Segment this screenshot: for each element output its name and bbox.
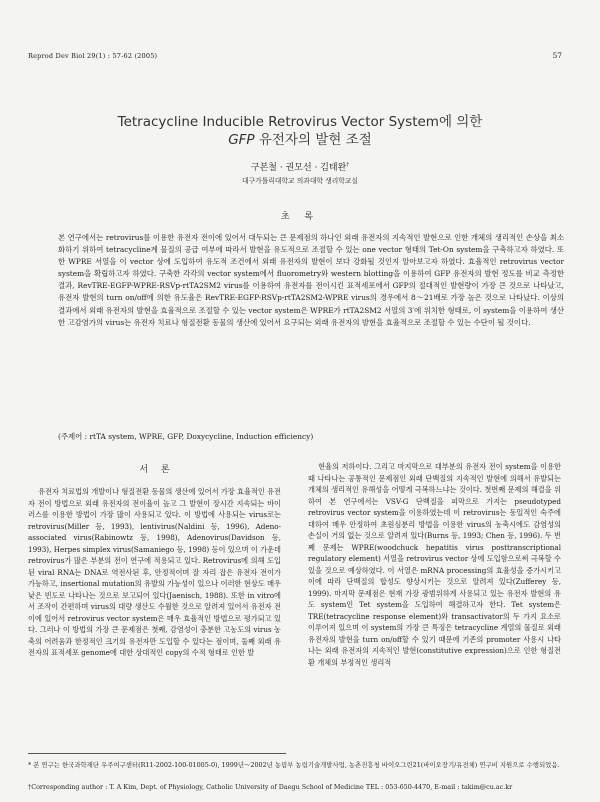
authors: [0, 160, 600, 173]
funding-footnote: * 본 연구는 한국과학재단 우주여구센터(R11-2002-100-01005-0), 1999년～2002년 농림부 농림기술개발사업, 농촌진흥청 바이오그린21(바이오장기/유전체) 연구비 지원으로 수행되었음.: [28, 761, 560, 769]
footnote-divider: [28, 753, 286, 754]
title-gfp: GFP: [228, 132, 255, 148]
page-number: 57: [552, 51, 562, 60]
corresponding-mark: †: [346, 162, 350, 168]
title-line-2: [0, 128, 600, 148]
introduction-left-column: [28, 486, 281, 748]
journal-header: Reprod Dev Biol 29(1) : 57-62 (2005): [28, 52, 158, 60]
keywords: (주제어 : rtTA system, WPRE, GFP, Doxycycline, Induction efficiency): [58, 432, 314, 441]
title-line-1: Tetracycline Inducible Retrovirus Vector System에 의한: [117, 114, 483, 130]
author-names: 구본철 · 권모선 · 김태완: [250, 163, 347, 173]
introduction-right-column: [308, 461, 561, 748]
intro-left-paragraph: 유전자 치료법의 개발이나 형질전환 동물의 생산에 있어서 가장 효율적인 유전자 전이 방법으로 외래 유전자의 전이율이 높고 그 발현이 장시간 지속되는 바이러스를 이용한 방법이 가장 많이 사용되고 있다. 이 방법에 사용되는 virus로는 retrovirus(Miller 등, 1993), lentivirus(Naldini 등, 1996), Adeno-associated virus(Rabinowtz 등, 1998), Adenovirus(Davidson 등, 1993), Herpes simplex virus(Samaniego 등, 1998) 등이 있으며 이 가운데 retrovirus가 많은 부분의 전이 연구에 적용되고 있다. Retrovirus에 의해 도입된 viral RNA는 DNA로 역전사된 후, 안정적이며 잘 자리 잡은 유전자 전이가 가능하고, insertional mutation의 유발의 가능성이 있으나 이러한 현상도 매우 낮은 빈도로 나타나는 것으로 보고되어 있다(Jaenisch, 1988). 또한 in vitro에서 조작이 간편하며 virus의 대량 생산도 수월한 것으로 알려져 있어서 유전자 전이에 있어서 retrovirus vector system은 매우 효율적인 방법으로 평가되고 있다. 그러나 이 방법의 가장 큰 문제점은 첫째, 감염성이 충분한 고농도의 virus 농축의 어려움과 한정적인 크기의 유전자만 도입할 수 있다는 점이며, 둘째 외래 유전자의 표적세포 genome에 대한 상대적인 copy의 수적 형태로 인한 발: [28, 487, 281, 657]
corresponding-author-footnote: †Corresponding author : T. A Kim, Dept. of Physiology, Catholic University of Daegu School of Medicine TEL : 053-650-4470, E-mail : takim@cu.ac.kr: [28, 783, 513, 791]
affiliation: 대구가톨릭대학교 의과대학 생리학교실: [242, 177, 358, 185]
abstract-heading: 초 록: [280, 212, 320, 222]
introduction-heading: 서 론: [139, 465, 175, 475]
title-rest: 유전자의 발현 조절: [254, 132, 372, 148]
abstract-text: 본 연구에서는 retrovirus를 이용한 유전자 전이에 있어서 대두되는 큰 문제점의 하나인 외래 유전자의 지속적인 발현으로 인한 개체의 생리적인 손상을 최소화하기 위하여 tetracycline계 물질의 공급 여부에 따라서 발현을 유도적으로 조절할 수 있는 one vector 형태의 Tet-On system을 구축하고자 하였다. 또한 WPRE 서열을 이 vector 상에 도입하여 유도적 조건에서 외래 유전자의 발현이 보다 강화될 것인지 알아보고자 하였다. 효율적인 retrovirus vector system을 확립하고자 하였다. 구축한 각각의 vector system에서 fluorometry와 western blotting을 이용하여 GFP 유전자의 발현 정도를 비교 측정한 결과, RevTRE-EGFP-WPRE-RSVp-rtTA2SM2 virus를 이용하여 유전자를 전이시킨 표적세포에서 GFP의 절대적인 발현량이 가장 큰 것으로 나타났고, 유전자 발현의 turn on/off에 의한 유도율은 RevTRE-EGFP-RSVp-rtTA2SM2-WPRE virus의 경우에서 8～21배로 가장 높은 것으로 나타났다. 이상의 결과에서 외래 유전자의 발현을 효율적으로 조절할 수 있는 vector system은 WPRE가 rtTA2SM2 서열의 3′에 위치한 형태로, 이 system을 이용하여 생산한 고감염가의 virus는 유전자 치료나 형질전환 동물의 생산에 있어서 요구되는 외래 유전자의 발현을 효율적으로 조절할 수 있는 수단이 될 것이다.: [58, 233, 564, 327]
intro-right-paragraph: 현율의 저하이다. 그리고 마지막으로 대부분의 유전자 전이 system을 이용한 때 나타나는 공통적인 문제점인 외래 단백질의 지속적인 발현에 의해서 유발되는 개체의 생리적인 유해성을 어떻게 극복하느냐는 것이다. 첫번째 문제의 해결을 위하여 본 연구에서는 VSV-G 단백질을 피막으로 가지는 pseudotyped retrovirus vector system을 이용하였는데 이 retrovirus는 동일적인 숙주에 대하여 매우 안정하여 초원심분리 방법을 이용한 virus의 농축시에도 감염성의 손실이 거의 없는 것으로 알려져 있다(Burns 등, 1993; Chen 등, 1996). 두 번째 문제는 WPRE(woodchuck hepatitis virus posttranscriptional regulatory element) 서열을 retrovirus vector 상에 도입함으로써 극복할 수 있을 것으로 예상하였다. 이 서열은 mRNA processing의 효율성을 증가시키고 이에 따라 단백질의 합성도 향상시키는 것으로 알려져 있다(Zufferey 등, 1999). 마지막 문제점은 현재 가장 광범위하게 사용되고 있는 유전자 발현의 유도 system인 Tet system을 도입하여 해결하고자 한다. Tet system은 TRE(tetracycline response element)와 transactivator의 두 가지 요소로 이루어져 있으며 이 system의 가장 큰 특징은 tetracycline 계열의 물질로 외래 유전자의 발현을 turn on/off할 수 있기 때문에 기존의 promoter 사용시 나타나는 외래 유전자의 지속적인 발현(constitutive expression)으로 인한 형질전환 개체의 부정적인 생리적: [308, 462, 561, 667]
